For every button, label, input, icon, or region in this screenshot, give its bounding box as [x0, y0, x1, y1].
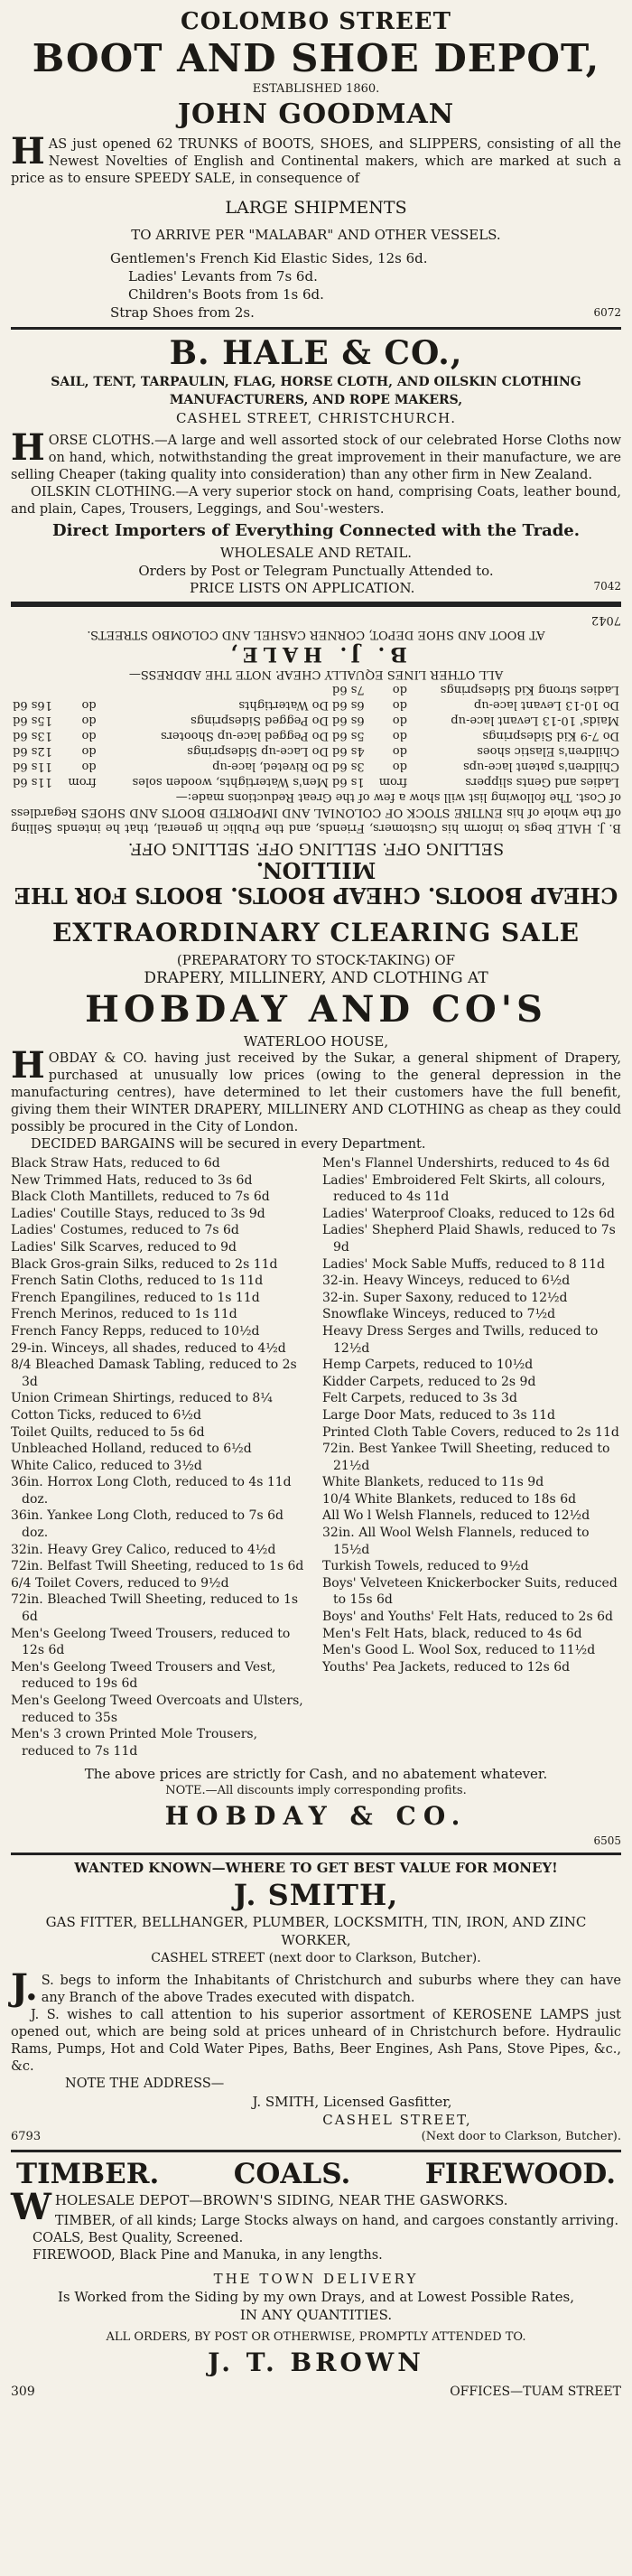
bargain-item: Men's Geelong Tweed Trousers, reduced to 12s 6d [11, 1626, 291, 1658]
table-cell: 11s 6d [13, 760, 52, 773]
table-cell: Maids' 10-13 Levant lace-up [451, 714, 619, 727]
bargain-item: Men's Geelong Tweed Overcoats and Ulsters, reduced to 35s [11, 1694, 303, 1725]
bargain-item: White Blankets, reduced to 11s 9d [322, 1475, 544, 1490]
wanted-line: WANTED KNOWN—WHERE TO GET BEST VALUE FOR MONEY! [74, 1860, 558, 1877]
table-cell: do [81, 760, 97, 773]
table-cell: Children's patent lace-ups [463, 760, 619, 773]
table-cell: 11s 6d [13, 775, 52, 789]
coals-line: COALS, Best Quality, Screened. [33, 2231, 244, 2246]
table-cell: Do Pegged Sidesprings [191, 714, 329, 727]
firm-address: CASHEL STREET, CHRISTCHURCH. [175, 410, 457, 426]
table-cell: 7s 6d [331, 683, 365, 696]
smith-name: J. SMITH, [233, 1878, 399, 1913]
table-cell: 4s 6d [331, 744, 365, 758]
bargain-item: Printed Cloth Table Covers, reduced to 2s 11d [322, 1424, 619, 1440]
table-row [11, 697, 621, 713]
bargain-item: Men's Flannel Undershirts, reduced to 4s 6d [322, 1156, 610, 1171]
timber-line: TIMBER, of all kinds; Large Stocks always on hand, and cargoes constantly arriving. [54, 2214, 619, 2229]
ad-body: HAS just opened 62 TRUNKS of BOOTS, SHOES, and SLIPPERS, consisting of all the Newest Novelties of English and Continental makers, which are marked at such a price as to ensure SPEEDY SALE, in consequence of [11, 130, 621, 186]
bargain-item: Black Cloth Mantillets, reduced to 7s 6d [11, 1190, 270, 1205]
established-line: ESTABLISHED 1860. [252, 82, 380, 96]
table-cell: do [392, 683, 407, 696]
smith-signature: (Next door to Clarkson, Butcher). [421, 2130, 621, 2144]
table-cell: Ladies and Gents slippers [465, 775, 619, 789]
delivery-line: Is Worked from the Siding by my own Drays, and at Lowest Possible Rates, [58, 2289, 574, 2306]
delivery-heading: THE TOWN DELIVERY [213, 2271, 419, 2288]
boots-proprietor: B. J. HALE, [225, 642, 407, 666]
hale-advertisement [11, 330, 621, 604]
waterloo-house: WATERLOO HOUSE, [243, 1033, 389, 1050]
smith-trade: GAS FITTER, BELLHANGER, PLUMBER, LOCKSMITH, TIN, IRON, AND ZINC WORKER, [45, 1914, 587, 1949]
wholesale-depot: WHOLESALE DEPOT—BROWN'S SIDING, NEAR THE GASWORKS. [11, 2186, 508, 2229]
firewood-line: FIREWOOD, Black Pine and Manuka, in any lengths. [33, 2248, 383, 2263]
table-cell: Children's Elastic shoes [477, 744, 619, 758]
price-item: Gentlemen's French Kid Elastic Sides, 12s 6d. [110, 250, 428, 266]
bargain-item: Toilet Quilts, reduced to 5s 6d [11, 1424, 205, 1440]
delivery-line: IN ANY QUANTITIES. [239, 2307, 393, 2324]
bargain-item: 72in. Bleached Twill Sheeting, reduced to 1s 6d [11, 1592, 299, 1625]
ad-number: 6793 [11, 2130, 42, 2144]
table-cell: Do 7-9 Kid Sidesprings [482, 729, 619, 742]
ad-body: HOBDAY & CO. having just received by the Sukar, a general shipment of Drapery, purchased at unusually low prices (owing to the general depression in the manufacturing centres), have determined to let their customers have the full benefit, giving them their WINTER DRAPERY, MILLINERY AND CLOTHING as cheap as they could possibly be procured in the City of London. [11, 1044, 621, 1134]
price-list-line: PRICE LISTS ON APPLICATION. [189, 580, 415, 596]
bargain-item: Snowflake Winceys, reduced to 7½d [322, 1307, 556, 1322]
clearing-sale-sub: (PREPARATORY TO STOCK-TAKING) OF [176, 952, 456, 968]
table-cell: Ladies strong Kid Sidesprings [440, 683, 619, 696]
table-cell: 12s 6d [13, 744, 52, 758]
table-cell: Men's Watertights, wooden soles [132, 775, 329, 789]
table-cell: 6s 6d [331, 714, 365, 727]
importers-line: Direct Importers of Everything Connected with the Trade. [51, 521, 581, 540]
table-cell: 3s 6d [331, 760, 365, 773]
bargain-item: Ladies' Silk Scarves, reduced to 9d [11, 1239, 237, 1255]
address-note: NOTE THE ADDRESS— [65, 2077, 225, 2092]
price-item: Children's Boots from 1s 6d. [128, 286, 324, 303]
brown-name: J. T. BROWN [208, 2347, 424, 2378]
bargain-item: White Calico, reduced to 3½d [11, 1458, 202, 1473]
bargain-item: Unbleached Holland, reduced to 6½d [11, 1442, 252, 1457]
note-line: ALL OTHER LINES EQUALLY CHEAP. NOTE THE ADDRESS— [128, 667, 504, 681]
table-row [11, 682, 621, 697]
ad-heading: COLOMBO STREET [181, 8, 451, 35]
bargain-item: 32-in. Super Saxony, reduced to 12½d [322, 1290, 568, 1305]
bargain-item: Men's Good L. Wool Sox, reduced to 11½d [322, 1643, 596, 1658]
table-cell: Do 10-13 Levant lace-up [473, 698, 619, 712]
boots-heading: MILLION. [256, 857, 376, 883]
hobday-firm: HOBDAY AND CO'S [85, 988, 547, 1031]
bargain-item: Union Crimean Shirtings, reduced to 8¼ [11, 1391, 273, 1406]
ad-body: J. S. wishes to call attention to his superior assortment of KEROSENE LAMPS just opened out, which are being sold at prices unheard of in Christchurch before. Hydraulic Rams, Pumps, Hot and Cold Water Pipes, Baths, Beer Engines, Ash Pans, Stove Pipes, &c., &c. [11, 2008, 621, 2075]
smith-street: CASHEL STREET (next door to Clarkson, Butcher). [151, 1951, 481, 1966]
table-cell: do [81, 744, 97, 758]
bargain-item: Black Straw Hats, reduced to 6d [11, 1156, 220, 1171]
bargain-item: 8/4 Bleached Damask Tabling, reduced to 2s 3d [11, 1358, 297, 1389]
table-row [11, 728, 621, 743]
arrive-line: TO ARRIVE PER "MALABAR" AND OTHER VESSELS. [131, 227, 501, 243]
ad-number: 6505 [593, 1834, 621, 1848]
table-cell: do [392, 714, 407, 727]
bargain-item: Ladies' Shepherd Plaid Shawls, reduced to 7s 9d [322, 1223, 616, 1255]
hobday-advertisement [11, 911, 621, 1855]
firewood-heading: FIREWOOD. [424, 2158, 616, 2191]
bargain-item: 72in. Belfast Twill Sheeting, reduced to 1s 6d [11, 1559, 304, 1574]
bargain-item: 32in. All Wool Welsh Flannels, reduced to 15½d [322, 1526, 590, 1557]
ad-number: 309 [11, 2385, 35, 2400]
ad-number: 7042 [590, 613, 621, 627]
bargain-item: Ladies' Coutille Stays, reduced to 3s 9d [11, 1206, 265, 1221]
cash-line: The above prices are strictly for Cash, and no abatement whatever. [84, 1766, 548, 1783]
bargain-item: Ladies' Embroidered Felt Skirts, all colours, reduced to 4s 11d [322, 1172, 606, 1205]
bargain-item: Ladies' Waterproof Cloaks, reduced to 12s 6d [322, 1206, 615, 1221]
ad-body: OILSKIN CLOTHING.—A very superior stock on hand, comprising Coats, leather bound, and plain, Capes, Trousers, Leggings, and Sou'-westers. [11, 485, 621, 517]
bargain-item: Large Door Mats, reduced to 3s 11d [322, 1407, 555, 1423]
bargain-item: French Merinos, reduced to 1s 11d [11, 1307, 237, 1322]
bargain-item: French Fancy Repps, reduced to 10½d [11, 1323, 260, 1339]
table-cell: 13s 6d [13, 729, 52, 742]
bargain-item: All Wo l Welsh Flannels, reduced to 12½d [322, 1508, 590, 1524]
smith-signature: J. SMITH, Licensed Gasfitter, [252, 2094, 452, 2111]
inverted-boots-advertisement [11, 604, 621, 911]
bargain-item: Cotton Ticks, reduced to 6½d [11, 1407, 201, 1423]
bargain-item: Men's 3 crown Printed Mole Trousers, reduced to 7s 11d [11, 1727, 258, 1759]
smith-advertisement [11, 1855, 621, 2152]
timber-heading: TIMBER. [16, 2158, 160, 2191]
reductions-table [11, 682, 621, 789]
newspaper-page [11, 0, 621, 2404]
bargain-item: New Trimmed Hats, reduced to 3s 6d [11, 1172, 253, 1188]
bargain-item: Black Gros-grain Silks, reduced to 2s 11d [11, 1256, 278, 1272]
table-cell: Do Lace-up Sidesprings [187, 744, 329, 758]
bargain-item: Boys' and Youths' Felt Hats, reduced to 2s 6d [322, 1610, 613, 1625]
bargain-item: 32in. Heavy Grey Calico, reduced to 4½d [11, 1542, 276, 1557]
goodman-advertisement [11, 4, 621, 330]
table-cell: from [68, 775, 97, 789]
price-item: Strap Shoes from 2s. [110, 304, 255, 321]
discount-note: NOTE.—All discounts imply corresponding profits. [165, 1784, 467, 1798]
bargain-item: 6/4 Toilet Covers, reduced to 9½d [11, 1575, 229, 1591]
ad-number: 7042 [593, 580, 621, 593]
table-cell: Do Riveted, lace-up [212, 760, 329, 773]
ad-heading: BOOT AND SHOE DEPOT, [32, 36, 600, 80]
table-row [11, 759, 621, 774]
table-row [11, 774, 621, 789]
orders-line: Orders by Post or Telegram Punctually Attended to. [138, 563, 494, 579]
bargains-list [11, 1155, 621, 1759]
clearing-sale-heading: EXTRAORDINARY CLEARING SALE [51, 918, 581, 947]
table-cell: 1s 6d [331, 775, 365, 789]
ad-body: B. J. HALE begs to inform his Customers, Friends, and the Public in general, that he intends Selling off the whole of his ENTIRE STOCK OF COLONIAL AND IMPORTED BOOTS AND SHOES Regardless of Cost. The following list will show a few of the Great Reductions made:— [11, 790, 621, 835]
table-row [11, 713, 621, 728]
bargain-item: 36in. Yankee Long Cloth, reduced to 7s 6d doz. [11, 1508, 283, 1541]
bargain-item: French Epangilines, reduced to 1s 11d [11, 1290, 260, 1305]
selling-off-line: SELLING OFF. SELLING OFF. SELLING OFF. [127, 839, 505, 858]
bargain-item: Ladies' Mock Sable Muffs, reduced to 8 11d [322, 1256, 606, 1272]
shipments-line: LARGE SHIPMENTS [225, 198, 407, 218]
table-cell: 5s 6d [331, 729, 365, 742]
firm-title: B. HALE & CO., [169, 334, 463, 372]
table-cell: 6s 6d [331, 698, 365, 712]
wholesale-line: WHOLESALE AND RETAIL. [219, 545, 413, 561]
hobday-signature: HOBDAY & CO. [164, 1801, 468, 1832]
bargain-item: French Satin Cloths, reduced to 1s 11d [11, 1274, 264, 1289]
bargain-item: Men's Felt Hats, black, reduced to 4s 6d [322, 1626, 582, 1641]
table-cell [61, 682, 98, 697]
table-row [11, 743, 621, 759]
bargain-item: Turkish Towels, reduced to 9½d [322, 1559, 529, 1574]
ad-body: HORSE CLOTHS.—A large and well assorted stock of our celebrated Horse Cloths now on hand, which, notwithstanding the great improvement in their manufacture, we are selling Cheaper (taking quality into consideration) than any other firm in New Zealand. [11, 426, 621, 482]
bargain-item: Men's Geelong Tweed Trousers and Vest, reduced to 19s 6d [11, 1659, 276, 1692]
boots-address: AT BOOT AND SHOE DEPOT, CORNER CASHEL AND COLOMBO STREETS. [87, 628, 545, 641]
price-item: Ladies' Levants from 7s 6d. [128, 268, 318, 285]
offices-line: OFFICES—TUAM STREET [450, 2385, 621, 2400]
table-cell: do [81, 698, 97, 712]
brown-advertisement [11, 2152, 621, 2404]
table-cell: Do Watertights [238, 698, 329, 712]
smith-signature: CASHEL STREET, [322, 2112, 472, 2129]
bargain-item: Youths' Pea Jackets, reduced to 12s 6d [322, 1659, 571, 1675]
proprietor-name: JOHN GOODMAN [177, 98, 455, 130]
bargain-item: Boys' Velveteen Knickerbocker Suits, reduced to 15s 6d [322, 1575, 618, 1608]
bargain-item: Heavy Dress Serges and Twills, reduced to 12½d [322, 1323, 599, 1356]
table-cell [98, 682, 330, 697]
table-cell: do [392, 744, 407, 758]
bargain-item: 10/4 White Blankets, reduced to 18s 6d [322, 1491, 577, 1507]
firm-subtitle: SAIL, TENT, TARPAULIN, FLAG, HORSE CLOTH, AND OILSKIN CLOTHING MANUFACTURERS, AND ROPE MAKERS, [51, 375, 581, 407]
bargain-item: Hemp Carpets, reduced to 10½d [322, 1358, 534, 1373]
bargain-item: 29-in. Winceys, all shades, reduced to 4½d [11, 1340, 286, 1356]
ad-number: 6072 [593, 306, 621, 319]
bargain-item: Ladies' Costumes, reduced to 7s 6d [11, 1223, 239, 1238]
bargain-item: Kidder Carpets, reduced to 2s 9d [322, 1374, 536, 1389]
table-cell [11, 682, 61, 697]
orders-line: ALL ORDERS, BY POST OR OTHERWISE, PROMPTLY ATTENDED TO. [106, 2330, 526, 2345]
table-cell: 15s 6d [13, 714, 52, 727]
table-cell: do [81, 729, 97, 742]
coals-heading: COALS. [233, 2158, 351, 2191]
boots-heading: CHEAP BOOTS. CHEAP BOOTS. BOOTS FOR THE [14, 882, 618, 909]
table-cell: do [392, 729, 407, 742]
table-cell: 16s 6d [13, 698, 52, 712]
table-cell: Do Pegged lace-up Shooters [161, 729, 329, 742]
ad-body: J.S. begs to inform the Inhabitants of Christchurch and suburbs where they can have any Branch of the above Trades executed with dispatch. [11, 1966, 621, 2010]
table-cell: do [392, 760, 407, 773]
table-cell: from [378, 775, 407, 789]
clearing-sale-sub: DRAPERY, MILLINERY, AND CLOTHING AT [144, 969, 488, 987]
bargains-line: DECIDED BARGAINS will be secured in every Department. [31, 1137, 426, 1152]
bargain-item: 36in. Horrox Long Cloth, reduced to 4s 11d doz. [11, 1475, 292, 1507]
bargain-item: 72in. Best Yankee Twill Sheeting, reduced to 21½d [322, 1442, 610, 1473]
bargain-item: Felt Carpets, reduced to 3s 3d [322, 1391, 517, 1406]
table-cell: do [81, 714, 97, 727]
bargain-item: 32-in. Heavy Winceys, reduced to 6½d [322, 1274, 571, 1289]
table-cell: do [392, 698, 407, 712]
